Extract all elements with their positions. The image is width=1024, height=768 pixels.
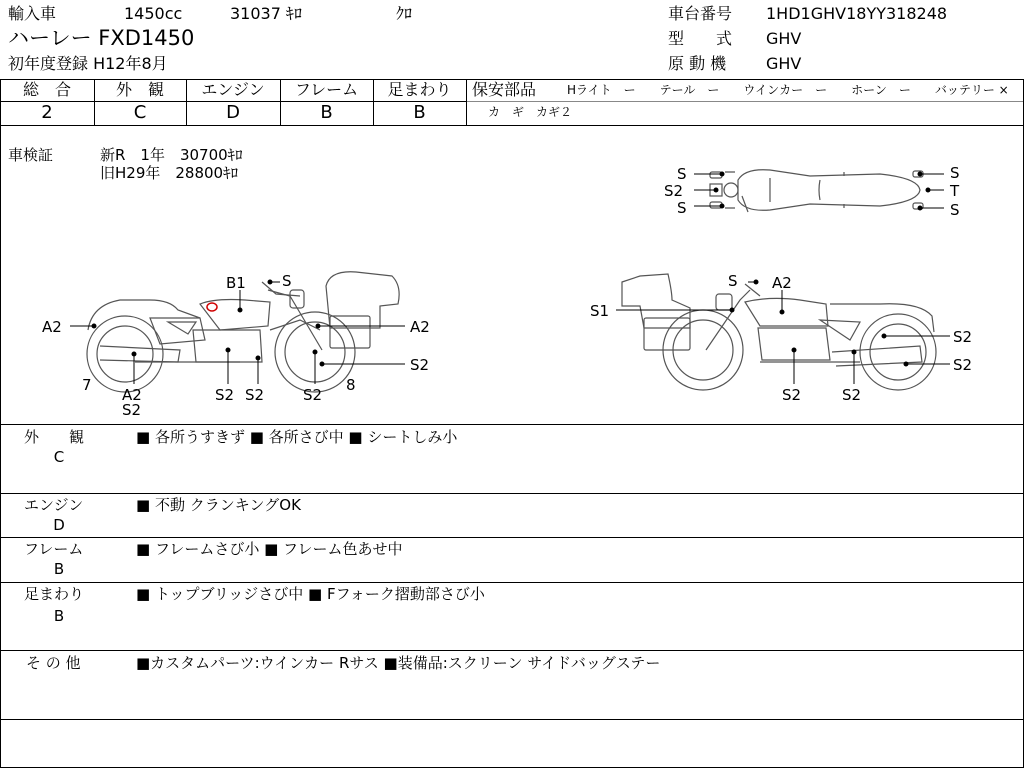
- diagram-label: S: [950, 201, 960, 219]
- diagram-label: S2: [303, 386, 323, 404]
- diagram-label: S2: [782, 386, 802, 404]
- diagram-label: A2: [772, 274, 792, 292]
- safety-label: 保安部品: [472, 80, 537, 99]
- grade-engine-label: エンジン: [201, 80, 265, 99]
- diagram-label: B1: [226, 274, 246, 292]
- displacement: 1450cc: [124, 4, 183, 23]
- remark-label: フレーム: [24, 540, 84, 558]
- diagram-label: S: [282, 272, 292, 290]
- diagram-label: S: [728, 272, 738, 290]
- remark-text: ■ 不動 クランキングOK: [136, 496, 301, 514]
- engine-value: GHV: [766, 54, 802, 73]
- grade-exterior-value: C: [133, 102, 147, 123]
- grade-suspension-label: 足まわり: [387, 80, 452, 99]
- remark-label: 外 観: [24, 428, 85, 446]
- diagram-label: S: [677, 165, 687, 183]
- grade-overall-value: 2: [41, 102, 53, 123]
- safety-parts: Hライト ー テール ー ウインカー ー ホーン ー バッテリー ×: [567, 83, 1009, 97]
- remark-label: 足まわり: [24, 585, 85, 603]
- grade-overall-label: 総 合: [22, 80, 71, 99]
- grade-exterior-label: 外 観: [115, 80, 164, 99]
- diagram-label: S1: [590, 302, 610, 320]
- diagram-label: A2: [42, 318, 62, 336]
- type-value: GHV: [766, 29, 802, 48]
- diagram-label: S2: [664, 182, 684, 200]
- diagram-label: A2: [122, 386, 142, 404]
- remark-grade: B: [53, 560, 65, 578]
- diagram-label: 7: [82, 376, 92, 394]
- diagram-label: S2: [122, 401, 142, 419]
- engine-label: 原 動 機: [668, 54, 727, 73]
- diagram-label: S2: [953, 328, 973, 346]
- remark-text: ■カスタムパーツ:ウインカー Rサス ■装備品:スクリーン サイドバッグステー: [136, 654, 661, 672]
- safety-key: カ ギ カギ２: [488, 105, 573, 119]
- diagram-label: T: [950, 182, 960, 200]
- damage-mark: [207, 303, 217, 311]
- diagram-label: 8: [346, 376, 356, 394]
- frame-no: 1HD1GHV18YY318248: [766, 4, 948, 23]
- type-label: 型 式: [668, 29, 733, 48]
- remark-grade: C: [53, 448, 65, 466]
- diagram-label: S: [950, 164, 960, 182]
- remark-grade: D: [53, 516, 65, 534]
- grade-engine-value: D: [226, 102, 240, 123]
- grade-suspension-value: B: [413, 102, 426, 123]
- diagram-label: S2: [953, 356, 973, 374]
- remark-grade: B: [53, 607, 65, 625]
- import-label: 輸入車: [8, 4, 57, 23]
- model-name: ハーレー FXD1450: [8, 26, 195, 50]
- inspection-label: 車検証: [8, 146, 54, 164]
- first-registration: 初年度登録 H12年8月: [8, 54, 168, 73]
- mileage: 31037 ｷﾛ: [230, 4, 302, 23]
- remark-text: ■ トップブリッジさび中 ■ Fフォーク摺動部さび小: [136, 585, 485, 603]
- diagram-label: S2: [245, 386, 265, 404]
- remark-text: ■ 各所うすきず ■ 各所さび中 ■ シートしみ小: [136, 428, 458, 446]
- grade-frame-value: B: [320, 102, 333, 123]
- frame-no-label: 車台番号: [668, 4, 733, 23]
- diagram-label: S2: [842, 386, 862, 404]
- grade-frame-label: フレーム: [294, 80, 359, 99]
- diagram-label: S2: [410, 356, 430, 374]
- diagram-label: S: [677, 199, 687, 217]
- color: ｸﾛ: [396, 4, 413, 23]
- diagram-label: A2: [410, 318, 430, 336]
- remark-text: ■ フレームさび小 ■ フレーム色あせ中: [136, 540, 403, 558]
- remark-label: そ の 他: [26, 654, 81, 672]
- remark-label: エンジン: [24, 496, 84, 514]
- bike-top-view: [710, 170, 923, 212]
- inspection-new: 新R 1年 30700ｷﾛ: [100, 146, 243, 164]
- inspection-old: 旧H29年 28800ｷﾛ: [100, 164, 239, 182]
- diagram-label: S2: [215, 386, 235, 404]
